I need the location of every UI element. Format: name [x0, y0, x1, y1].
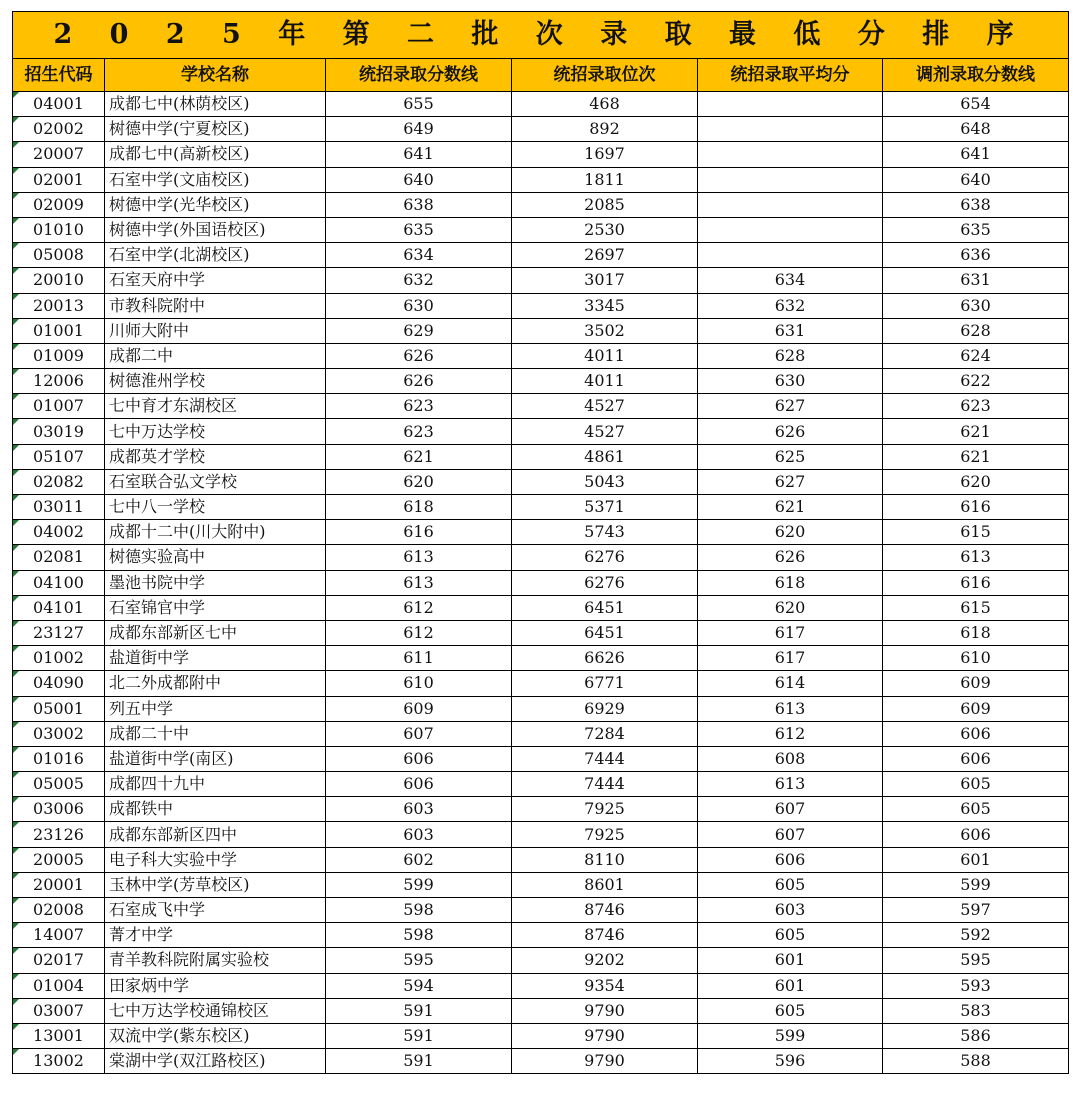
cell-adjusted-score[interactable]: 610: [883, 646, 1069, 671]
table-row: [13, 570, 1069, 595]
cell-adjusted-score[interactable]: 588: [883, 1049, 1069, 1074]
cell-average-score[interactable]: 606: [698, 847, 883, 872]
cell-adjusted-score[interactable]: 613: [883, 545, 1069, 570]
cell-adjusted-score[interactable]: 609: [883, 671, 1069, 696]
cell-code[interactable]: 13001: [13, 1023, 105, 1048]
cell-code[interactable]: 05005: [13, 772, 105, 797]
cell-code[interactable]: 02017: [13, 948, 105, 973]
cell-code[interactable]: 05001: [13, 696, 105, 721]
table-row: [13, 595, 1069, 620]
cell-code[interactable]: 20007: [13, 142, 105, 167]
cell-adjusted-score[interactable]: 597: [883, 898, 1069, 923]
cell-adjusted-score[interactable]: 641: [883, 142, 1069, 167]
cell-average-score[interactable]: 621: [698, 495, 883, 520]
cell-code[interactable]: 14007: [13, 923, 105, 948]
cell-adjusted-score[interactable]: 609: [883, 696, 1069, 721]
table-row: [13, 117, 1069, 142]
cell-rank[interactable]: 8110: [512, 847, 698, 872]
cell-average-score[interactable]: 625: [698, 444, 883, 469]
cell-school-name[interactable]: 石室成飞中学: [105, 898, 326, 923]
cell-average-score[interactable]: 607: [698, 822, 883, 847]
cell-average-score[interactable]: [698, 217, 883, 242]
table-row: [13, 1023, 1069, 1048]
table-row: [13, 721, 1069, 746]
cell-school-name[interactable]: 树德中学(宁夏校区): [105, 117, 326, 142]
header-school-name[interactable]: 学校名称: [105, 59, 326, 92]
cell-rank[interactable]: 6626: [512, 646, 698, 671]
cell-rank[interactable]: 892: [512, 117, 698, 142]
cell-code[interactable]: 02081: [13, 545, 105, 570]
cell-average-score[interactable]: 605: [698, 923, 883, 948]
cell-adjusted-score[interactable]: 621: [883, 419, 1069, 444]
cell-school-name[interactable]: 电子科大实验中学: [105, 847, 326, 872]
cell-average-score[interactable]: [698, 243, 883, 268]
cell-average-score[interactable]: [698, 117, 883, 142]
cell-average-score[interactable]: 632: [698, 293, 883, 318]
cell-code[interactable]: 03019: [13, 419, 105, 444]
cell-code[interactable]: 01002: [13, 646, 105, 671]
cell-average-score[interactable]: 603: [698, 898, 883, 923]
table-row: [13, 243, 1069, 268]
cell-code[interactable]: 02082: [13, 469, 105, 494]
cell-school-name[interactable]: 成都英才学校: [105, 444, 326, 469]
cell-average-score[interactable]: 596: [698, 1049, 883, 1074]
cell-school-name[interactable]: 菁才中学: [105, 923, 326, 948]
table-row: [13, 394, 1069, 419]
cell-adjusted-score[interactable]: 635: [883, 217, 1069, 242]
cell-rank[interactable]: 6929: [512, 696, 698, 721]
cell-cutoff-score[interactable]: 606: [326, 772, 512, 797]
cell-average-score[interactable]: [698, 142, 883, 167]
table-row: [13, 142, 1069, 167]
cell-adjusted-score[interactable]: 624: [883, 343, 1069, 368]
cell-rank[interactable]: 2697: [512, 243, 698, 268]
cell-cutoff-score[interactable]: 623: [326, 394, 512, 419]
cell-rank[interactable]: 8746: [512, 898, 698, 923]
cell-rank[interactable]: 3345: [512, 293, 698, 318]
cell-school-name[interactable]: 成都二中: [105, 343, 326, 368]
cell-average-score[interactable]: 613: [698, 772, 883, 797]
cell-adjusted-score[interactable]: 616: [883, 570, 1069, 595]
cell-rank[interactable]: 9354: [512, 973, 698, 998]
cell-adjusted-score[interactable]: 599: [883, 872, 1069, 897]
cell-adjusted-score[interactable]: 621: [883, 444, 1069, 469]
cell-cutoff-score[interactable]: 609: [326, 696, 512, 721]
cell-code[interactable]: 02008: [13, 898, 105, 923]
cell-school-name[interactable]: 北二外成都附中: [105, 671, 326, 696]
table-row: [13, 495, 1069, 520]
cell-code[interactable]: 04002: [13, 520, 105, 545]
cell-rank[interactable]: 7925: [512, 797, 698, 822]
cell-cutoff-score[interactable]: 655: [326, 92, 512, 117]
cell-school-name[interactable]: 棠湖中学(双江路校区): [105, 1049, 326, 1074]
table-row: [13, 696, 1069, 721]
cell-rank[interactable]: 9790: [512, 1049, 698, 1074]
table-row: [13, 369, 1069, 394]
cell-rank[interactable]: 7925: [512, 822, 698, 847]
header-rank[interactable]: 统招录取位次: [512, 59, 698, 92]
cell-rank[interactable]: 7444: [512, 772, 698, 797]
table-row: [13, 948, 1069, 973]
table-row: [13, 545, 1069, 570]
cell-code[interactable]: 12006: [13, 369, 105, 394]
table-row: [13, 268, 1069, 293]
cell-cutoff-score[interactable]: 638: [326, 192, 512, 217]
cell-rank[interactable]: 3017: [512, 268, 698, 293]
table-row: [13, 620, 1069, 645]
table-row: [13, 520, 1069, 545]
table-row: [13, 797, 1069, 822]
cell-rank[interactable]: 9202: [512, 948, 698, 973]
cell-adjusted-score[interactable]: 606: [883, 822, 1069, 847]
cell-code[interactable]: 04090: [13, 671, 105, 696]
table-row: [13, 872, 1069, 897]
cell-code[interactable]: 05107: [13, 444, 105, 469]
cell-adjusted-score[interactable]: 592: [883, 923, 1069, 948]
cell-code[interactable]: 01004: [13, 973, 105, 998]
cell-rank[interactable]: 7284: [512, 721, 698, 746]
table-row: [13, 1049, 1069, 1074]
cell-average-score[interactable]: 631: [698, 318, 883, 343]
cell-cutoff-score[interactable]: 591: [326, 998, 512, 1023]
table-row: [13, 167, 1069, 192]
header-code[interactable]: 招生代码: [13, 59, 105, 92]
table-row: [13, 746, 1069, 771]
cell-code[interactable]: 23126: [13, 822, 105, 847]
cell-cutoff-score[interactable]: 598: [326, 923, 512, 948]
table-row: [13, 293, 1069, 318]
cell-school-name[interactable]: 田家炳中学: [105, 973, 326, 998]
cell-rank[interactable]: 7444: [512, 746, 698, 771]
cell-rank[interactable]: 3502: [512, 318, 698, 343]
cell-average-score[interactable]: 618: [698, 570, 883, 595]
cell-cutoff-score[interactable]: 621: [326, 444, 512, 469]
cell-rank[interactable]: 4527: [512, 394, 698, 419]
header-adjusted-score[interactable]: 调剂录取分数线: [883, 59, 1069, 92]
cell-school-name[interactable]: 盐道街中学: [105, 646, 326, 671]
cell-cutoff-score[interactable]: 641: [326, 142, 512, 167]
cell-school-name[interactable]: 成都铁中: [105, 797, 326, 822]
cell-adjusted-score[interactable]: 605: [883, 772, 1069, 797]
cell-school-name[interactable]: 石室锦官中学: [105, 595, 326, 620]
cell-rank[interactable]: 1697: [512, 142, 698, 167]
cell-school-name[interactable]: 石室天府中学: [105, 268, 326, 293]
cell-rank[interactable]: 5743: [512, 520, 698, 545]
cell-school-name[interactable]: 青羊教科院附属实验校: [105, 948, 326, 973]
cell-cutoff-score[interactable]: 607: [326, 721, 512, 746]
table-row: [13, 192, 1069, 217]
cell-cutoff-score[interactable]: 640: [326, 167, 512, 192]
cell-cutoff-score[interactable]: 632: [326, 268, 512, 293]
cell-school-name[interactable]: 市教科院附中: [105, 293, 326, 318]
cell-code[interactable]: 20010: [13, 268, 105, 293]
cell-code[interactable]: 03002: [13, 721, 105, 746]
table-row: [13, 217, 1069, 242]
cell-average-score[interactable]: 601: [698, 948, 883, 973]
cell-code[interactable]: 05008: [13, 243, 105, 268]
cell-school-name[interactable]: 川师大附中: [105, 318, 326, 343]
cell-cutoff-score[interactable]: 603: [326, 822, 512, 847]
header-average-score[interactable]: 统招录取平均分: [698, 59, 883, 92]
column-header-row: [13, 59, 1069, 92]
table-row: [13, 469, 1069, 494]
cell-rank[interactable]: 4011: [512, 343, 698, 368]
table-row: [13, 646, 1069, 671]
cell-average-score[interactable]: 620: [698, 595, 883, 620]
cell-school-name[interactable]: 成都七中(林荫校区): [105, 92, 326, 117]
cell-adjusted-score[interactable]: 636: [883, 243, 1069, 268]
cell-adjusted-score[interactable]: 583: [883, 998, 1069, 1023]
cell-average-score[interactable]: 607: [698, 797, 883, 822]
cell-school-name[interactable]: 盐道街中学(南区): [105, 746, 326, 771]
cell-adjusted-score[interactable]: 586: [883, 1023, 1069, 1048]
cell-school-name[interactable]: 玉林中学(芳草校区): [105, 872, 326, 897]
cell-average-score[interactable]: 601: [698, 973, 883, 998]
table-row: [13, 923, 1069, 948]
cell-code[interactable]: 02002: [13, 117, 105, 142]
cell-average-score[interactable]: 605: [698, 998, 883, 1023]
cell-rank[interactable]: 2530: [512, 217, 698, 242]
cell-adjusted-score[interactable]: 615: [883, 520, 1069, 545]
cell-code[interactable]: 01016: [13, 746, 105, 771]
cell-adjusted-score[interactable]: 628: [883, 318, 1069, 343]
cell-adjusted-score[interactable]: 623: [883, 394, 1069, 419]
cell-adjusted-score[interactable]: 654: [883, 92, 1069, 117]
header-cutoff-score[interactable]: 统招录取分数线: [326, 59, 512, 92]
table-row: [13, 343, 1069, 368]
cell-average-score[interactable]: 613: [698, 696, 883, 721]
cell-cutoff-score[interactable]: 606: [326, 746, 512, 771]
cell-adjusted-score[interactable]: 615: [883, 595, 1069, 620]
cell-school-name[interactable]: 树德淮州学校: [105, 369, 326, 394]
table-row: [13, 671, 1069, 696]
cell-adjusted-score[interactable]: 638: [883, 192, 1069, 217]
cell-code[interactable]: 01001: [13, 318, 105, 343]
cell-cutoff-score[interactable]: 634: [326, 243, 512, 268]
cell-rank[interactable]: 2085: [512, 192, 698, 217]
cell-cutoff-score[interactable]: 599: [326, 872, 512, 897]
cell-average-score[interactable]: 605: [698, 872, 883, 897]
cell-cutoff-score[interactable]: 618: [326, 495, 512, 520]
cell-adjusted-score[interactable]: 630: [883, 293, 1069, 318]
cell-adjusted-score[interactable]: 640: [883, 167, 1069, 192]
cell-code[interactable]: 01007: [13, 394, 105, 419]
cell-cutoff-score[interactable]: 613: [326, 570, 512, 595]
cell-rank[interactable]: 6451: [512, 595, 698, 620]
cell-school-name[interactable]: 成都四十九中: [105, 772, 326, 797]
cell-cutoff-score[interactable]: 591: [326, 1023, 512, 1048]
cell-school-name[interactable]: 墨池书院中学: [105, 570, 326, 595]
cell-rank[interactable]: 8601: [512, 872, 698, 897]
cell-code[interactable]: 03007: [13, 998, 105, 1023]
cell-rank[interactable]: 4527: [512, 419, 698, 444]
cell-cutoff-score[interactable]: 635: [326, 217, 512, 242]
cell-cutoff-score[interactable]: 613: [326, 545, 512, 570]
cell-school-name[interactable]: 成都二十中: [105, 721, 326, 746]
cell-adjusted-score[interactable]: 618: [883, 620, 1069, 645]
cell-average-score[interactable]: 612: [698, 721, 883, 746]
cell-average-score[interactable]: 628: [698, 343, 883, 368]
cell-code[interactable]: 03006: [13, 797, 105, 822]
cell-cutoff-score[interactable]: 623: [326, 419, 512, 444]
cell-cutoff-score[interactable]: 602: [326, 847, 512, 872]
cell-average-score[interactable]: [698, 192, 883, 217]
cell-rank[interactable]: 5371: [512, 495, 698, 520]
cell-adjusted-score[interactable]: 648: [883, 117, 1069, 142]
table-row: [13, 998, 1069, 1023]
cell-school-name[interactable]: 成都东部新区四中: [105, 822, 326, 847]
cell-school-name[interactable]: 列五中学: [105, 696, 326, 721]
cell-average-score[interactable]: 627: [698, 469, 883, 494]
cell-code[interactable]: 04101: [13, 595, 105, 620]
cell-cutoff-score[interactable]: 595: [326, 948, 512, 973]
cell-code[interactable]: 20013: [13, 293, 105, 318]
cell-adjusted-score[interactable]: 620: [883, 469, 1069, 494]
cell-school-name[interactable]: 七中育才东湖校区: [105, 394, 326, 419]
cell-average-score[interactable]: 626: [698, 545, 883, 570]
cell-average-score[interactable]: 634: [698, 268, 883, 293]
cell-average-score[interactable]: 617: [698, 646, 883, 671]
cell-school-name[interactable]: 石室中学(北湖校区): [105, 243, 326, 268]
cell-adjusted-score[interactable]: 606: [883, 746, 1069, 771]
cell-school-name[interactable]: 石室联合弘文学校: [105, 469, 326, 494]
cell-rank[interactable]: 9790: [512, 1023, 698, 1048]
cell-cutoff-score[interactable]: 629: [326, 318, 512, 343]
cell-school-name[interactable]: 七中万达学校: [105, 419, 326, 444]
cell-school-name[interactable]: 成都十二中(川大附中): [105, 520, 326, 545]
cell-cutoff-score[interactable]: 630: [326, 293, 512, 318]
cell-average-score[interactable]: 626: [698, 419, 883, 444]
cell-rank[interactable]: 1811: [512, 167, 698, 192]
cell-adjusted-score[interactable]: 622: [883, 369, 1069, 394]
cell-rank[interactable]: 6451: [512, 620, 698, 645]
cell-average-score[interactable]: 617: [698, 620, 883, 645]
cell-cutoff-score[interactable]: 649: [326, 117, 512, 142]
cell-cutoff-score[interactable]: 616: [326, 520, 512, 545]
cell-school-name[interactable]: 树德中学(光华校区): [105, 192, 326, 217]
cell-cutoff-score[interactable]: 603: [326, 797, 512, 822]
cell-adjusted-score[interactable]: 606: [883, 721, 1069, 746]
cell-rank[interactable]: 9790: [512, 998, 698, 1023]
cell-school-name[interactable]: 石室中学(文庙校区): [105, 167, 326, 192]
cell-code[interactable]: 20005: [13, 847, 105, 872]
cell-code[interactable]: 20001: [13, 872, 105, 897]
cell-adjusted-score[interactable]: 605: [883, 797, 1069, 822]
cell-code[interactable]: 02009: [13, 192, 105, 217]
cell-average-score[interactable]: [698, 167, 883, 192]
table-row: [13, 847, 1069, 872]
cell-average-score[interactable]: 614: [698, 671, 883, 696]
cell-code[interactable]: 04100: [13, 570, 105, 595]
cell-code[interactable]: 04001: [13, 92, 105, 117]
cell-cutoff-score[interactable]: 612: [326, 595, 512, 620]
cell-cutoff-score[interactable]: 598: [326, 898, 512, 923]
cell-code[interactable]: 01009: [13, 343, 105, 368]
table-row: [13, 973, 1069, 998]
cell-rank[interactable]: 6771: [512, 671, 698, 696]
cell-school-name[interactable]: 双流中学(紫东校区): [105, 1023, 326, 1048]
cell-rank[interactable]: 6276: [512, 570, 698, 595]
cell-school-name[interactable]: 成都七中(高新校区): [105, 142, 326, 167]
cell-cutoff-score[interactable]: 626: [326, 343, 512, 368]
cell-adjusted-score[interactable]: 616: [883, 495, 1069, 520]
cell-school-name[interactable]: 七中万达学校通锦校区: [105, 998, 326, 1023]
cell-code[interactable]: 23127: [13, 620, 105, 645]
table-title: 2 0 2 5 年 第 二 批 次 录 取 最 低 分 排 序: [13, 12, 1069, 59]
cell-rank[interactable]: 8746: [512, 923, 698, 948]
cell-rank[interactable]: 5043: [512, 469, 698, 494]
table-row: [13, 822, 1069, 847]
cell-adjusted-score[interactable]: 595: [883, 948, 1069, 973]
table-row: [13, 898, 1069, 923]
cell-average-score[interactable]: [698, 92, 883, 117]
cell-adjusted-score[interactable]: 593: [883, 973, 1069, 998]
cell-cutoff-score[interactable]: 610: [326, 671, 512, 696]
cell-cutoff-score[interactable]: 626: [326, 369, 512, 394]
cell-school-name[interactable]: 成都东部新区七中: [105, 620, 326, 645]
table-row: [13, 444, 1069, 469]
cell-average-score[interactable]: 627: [698, 394, 883, 419]
score-table: [12, 11, 1069, 1074]
cell-school-name[interactable]: 树德中学(外国语校区): [105, 217, 326, 242]
cell-adjusted-score[interactable]: 631: [883, 268, 1069, 293]
cell-code[interactable]: 02001: [13, 167, 105, 192]
cell-cutoff-score[interactable]: 594: [326, 973, 512, 998]
cell-rank[interactable]: 4011: [512, 369, 698, 394]
cell-cutoff-score[interactable]: 612: [326, 620, 512, 645]
cell-cutoff-score[interactable]: 620: [326, 469, 512, 494]
cell-rank[interactable]: 4861: [512, 444, 698, 469]
cell-average-score[interactable]: 630: [698, 369, 883, 394]
cell-average-score[interactable]: 608: [698, 746, 883, 771]
table-row: [13, 772, 1069, 797]
cell-school-name[interactable]: 七中八一学校: [105, 495, 326, 520]
cell-rank[interactable]: 6276: [512, 545, 698, 570]
table-row: [13, 419, 1069, 444]
cell-average-score[interactable]: 599: [698, 1023, 883, 1048]
table-row: [13, 92, 1069, 117]
cell-average-score[interactable]: 620: [698, 520, 883, 545]
cell-school-name[interactable]: 树德实验高中: [105, 545, 326, 570]
table-row: [13, 318, 1069, 343]
cell-cutoff-score[interactable]: 591: [326, 1049, 512, 1074]
cell-code[interactable]: 13002: [13, 1049, 105, 1074]
cell-rank[interactable]: 468: [512, 92, 698, 117]
cell-cutoff-score[interactable]: 611: [326, 646, 512, 671]
cell-code[interactable]: 01010: [13, 217, 105, 242]
cell-code[interactable]: 03011: [13, 495, 105, 520]
cell-adjusted-score[interactable]: 601: [883, 847, 1069, 872]
